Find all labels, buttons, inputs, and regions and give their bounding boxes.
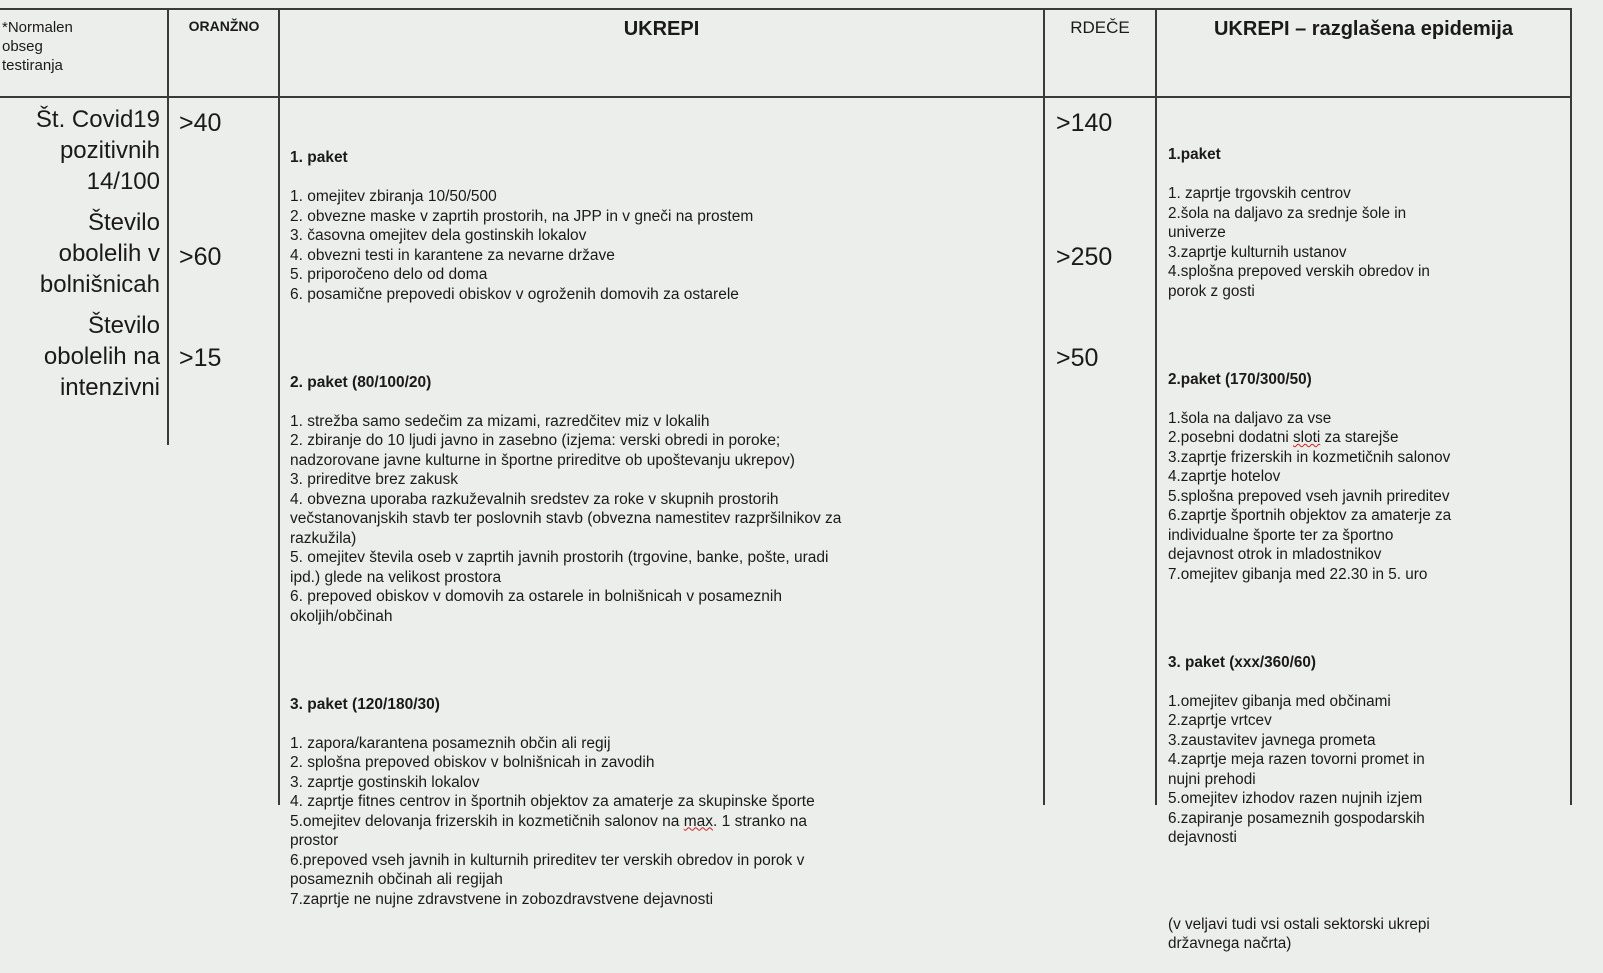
- column-divider-4: [1155, 8, 1157, 805]
- orange-threshold-hospital: >60: [179, 243, 222, 271]
- orange-threshold-icu: >15: [179, 344, 222, 372]
- epidemic-package-2: [1168, 350, 1568, 604]
- column-divider-1: [167, 8, 169, 445]
- package-title: 1. paket: [290, 149, 348, 166]
- epidemic-package-3: [1168, 633, 1568, 867]
- spellcheck-word: sloti: [1293, 429, 1321, 446]
- epidemic-measures-column: [1168, 106, 1568, 973]
- red-threshold-hospital: >250: [1056, 243, 1113, 271]
- indicator-positive-cases: Št. Covid19 pozitivnih 14/100: [35, 106, 160, 195]
- measures-column: [290, 109, 1040, 948]
- measures-package-3: [290, 675, 1040, 929]
- header-bottom-border: [0, 96, 1572, 98]
- package-items: 1.omejitev gibanja med občinami 2.zaprtje vrtcev 3.zaustavitev javnega prometa 4.zaprtje meja razen tovorni promet in nujni prehodi 5.omejitev izhodov razen nujnih izjem 6.zapiranje posameznih gospodarskih dejavnosti: [1168, 692, 1425, 846]
- header-red: RDEČE: [1070, 18, 1130, 37]
- header-measures: UKREPI: [623, 18, 700, 40]
- spellcheck-word: max: [683, 812, 714, 830]
- package-title: 2.paket (170/300/50): [1168, 370, 1312, 388]
- package-items-part: . 1 stranko na prostor 6.prepoved vseh javnih in kulturnih prireditev ter verskih obredov in porok v posameznih občinah ali regijah 7.zaprtje ne nujne zdravstvene in zobozdravstvene dejavnosti: [290, 812, 807, 908]
- indicator-hospitalized: Število obolelih v bolnišnicah: [39, 209, 160, 298]
- header-measures-epidemic: UKREPI – razglašena epidemija: [1213, 18, 1513, 40]
- column-divider-5: [1570, 8, 1572, 805]
- measures-package-2: [290, 353, 1040, 646]
- package-items: [290, 734, 1040, 910]
- package-items: 1. zaprtje trgovskih centrov 2.šola na daljavo za srednje šole in univerze 3.zaprtje kulturnih ustanov 4.splošna prepoved verskih obredov in porok z gosti: [1168, 185, 1430, 300]
- indicator-intensive-care: Število obolelih na intenzivni: [43, 312, 160, 401]
- package-title: 2. paket (80/100/20): [290, 373, 432, 391]
- package-items-part: 1. zapora/karantena posameznih občin ali regij 2. splošna prepoved obiskov v bolnišnicah in zavodih 3. zaprtje gostinskih lokalov 4. zaprtje fitnes centrov in športnih objektov za amaterje za skupinske športe 5.omejitev delovanja frizerskih in kozmetičnih salonov na: [290, 734, 815, 830]
- package-items: 1. omejitev zbiranja 10/50/500 2. obvezne maske v zaprtih prostorih, na JPP in v gneči na prostem 3. časovna omejitev dela gostinskih lokalov 4. obvezni testi in karantene za nevarne države 5. priporočeno delo od doma 6. posamične prepovedi obiskov v ogroženih domovih za ostarele: [290, 188, 754, 303]
- package-title: 3. paket (xxx/360/60): [1168, 653, 1316, 671]
- red-threshold-positive: >140: [1056, 109, 1113, 137]
- orange-threshold-positive: >40: [179, 109, 222, 137]
- table-top-border: [0, 8, 1572, 10]
- package-items: [1168, 409, 1568, 585]
- package-items-part: za starejše 3.zaprtje frizerskih in kozmetičnih salonov 4.zaprtje hotelov 5.splošna prepoved vseh javnih prireditev 6.zaprtje športnih objektov za amaterje za individualne športe ter za športno dejavnost otrok in mladostnikov 7.omejitev gibanja med 22.30 in 5. uro: [1168, 429, 1452, 583]
- package-items: 1. strežba samo sedečim za mizami, razredčitev miz v lokalih 2. zbiranje do 10 ljudi javno in zasebno (izjema: verski obredi in poroke; nadzorovane javne kulturne in športne prireditve ob upoštevanju ukrepov) 3. prireditve brez zakusk 4. obvezna uporaba razkuževalnih sredstev za roke v skupnih prostorih večstanovanjskih stavb ter poslovnih stavb (obvezna namestitev razpršilnikov za razkužila) 5. omejitev števila oseb v zaprtih javnih prostorih (trgovine, banke, pošte, uradi ipd.) glede na velikost prostora 6. prepoved obiskov v domovih za ostarele in bolnišnicah v posameznih okoljih/občinah: [290, 412, 842, 625]
- column-divider-2: [278, 8, 280, 805]
- package-items-part: 1.šola na daljavo za vse 2.posebni dodatni: [1168, 409, 1332, 446]
- header-testing: *Normalen obseg testiranja: [2, 19, 73, 74]
- measures-package-1: [290, 129, 1040, 324]
- epidemic-note: (v veljavi tudi vsi ostali sektorski ukrepi državnega načrta): [1168, 915, 1430, 952]
- red-threshold-icu: >50: [1056, 344, 1099, 372]
- column-divider-3: [1043, 8, 1045, 805]
- indicators-column: [0, 104, 160, 403]
- package-title: 3. paket (120/180/30): [290, 695, 440, 713]
- header-orange: ORANŽNO: [188, 18, 260, 34]
- package-title: 1.paket: [1168, 146, 1221, 163]
- epidemic-package-1: [1168, 126, 1568, 321]
